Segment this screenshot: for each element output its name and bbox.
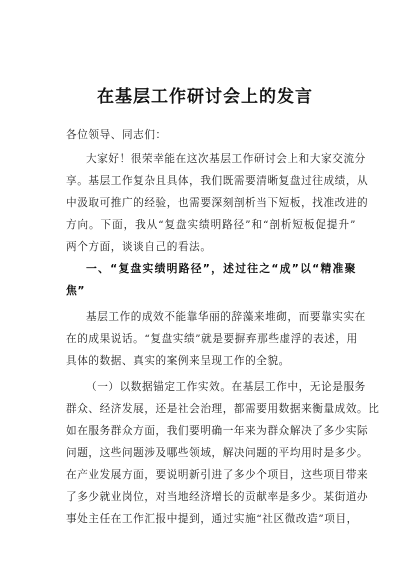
section-heading: 焦” bbox=[66, 284, 86, 297]
paragraph-line: 群众、经济发展，还是社会治理，都需要用数据来衡量成效。比 bbox=[66, 403, 380, 415]
section-heading: 一、“复盘实绩明路径”，述过往之“成”以“精准聚 bbox=[86, 262, 356, 275]
paragraph-line: 享。基层工作复杂且具体，我们既需要清晰复盘过往成绩，从 bbox=[66, 175, 369, 187]
paragraph-line: 方向。下面，我从“复盘实绩明路径”和“剖析短板促提升” bbox=[66, 219, 356, 231]
salutation: 各位领导、同志们： bbox=[66, 129, 167, 141]
paragraph-line: 了多少就业岗位，对当地经济增长的贡献率是多少。某街道办 bbox=[66, 491, 369, 503]
paragraph-line: 事处主任在工作汇报中提到，通过实施“社区微改造”项目， bbox=[66, 513, 358, 525]
paragraph-line: 如在服务群众方面，我们要明确一年来为群众解决了多少实际 bbox=[66, 425, 369, 437]
document-title: 在基层工作研讨会上的发言 bbox=[97, 87, 313, 107]
paragraph-line: 具体的数据、真实的案例来呈现工作的全貌。 bbox=[66, 355, 290, 367]
paragraph-line: 基层工作的成效不能靠华丽的辞藻来堆砌，而要靠实实在 bbox=[86, 311, 366, 323]
paragraph-line: （一）以数据锚定工作实效。在基层工作中，无论是服务 bbox=[86, 381, 366, 393]
paragraph-line: 在产业发展方面，要说明新引进了多少个项目，这些项目带来 bbox=[66, 469, 369, 481]
paragraph-line: 问题，这些问题涉及哪些领域，解决问题的平均用时是多少。 bbox=[66, 447, 369, 459]
paragraph-line: 两个方面，谈谈自己的看法。 bbox=[66, 241, 212, 253]
paragraph-line: 大家好！很荣幸能在这次基层工作研讨会上和大家交流分 bbox=[86, 153, 366, 165]
paragraph-line: 中汲取可推广的经验，也需要深刻剖析当下短板，找准改进的 bbox=[66, 197, 369, 209]
paragraph-line: 在的成果说话。“复盘实绩”就是要摒弃那些虚浮的表述，用 bbox=[66, 333, 358, 345]
